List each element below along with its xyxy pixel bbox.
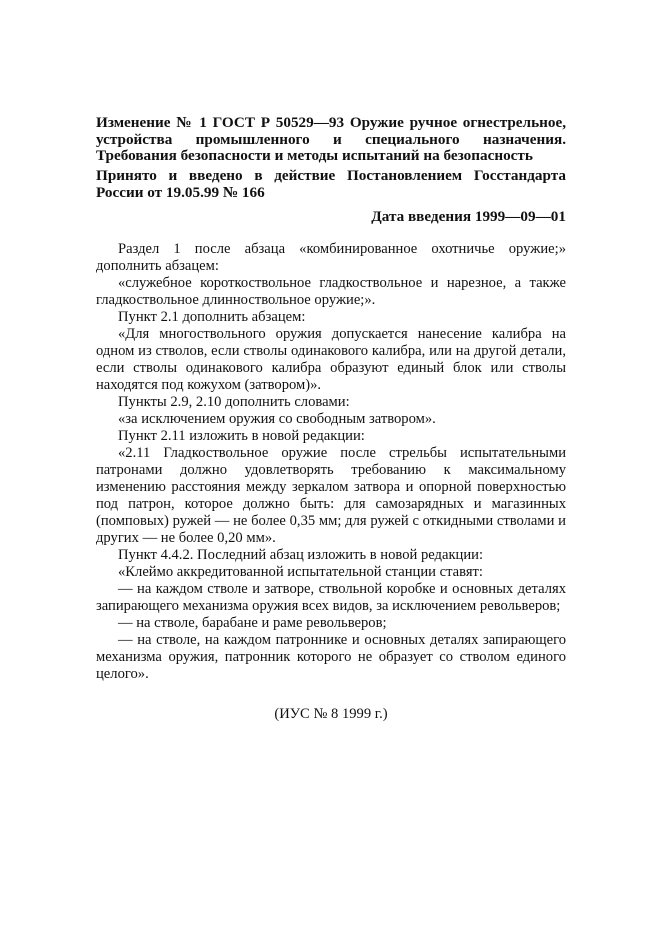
document-body bbox=[96, 241, 566, 683]
paragraph: «Клеймо аккредитованной испытательной станции ставят: bbox=[118, 563, 483, 580]
publication-source: (ИУС № 8 1999 г.) bbox=[274, 705, 388, 722]
acceptance-note: Принято и введено в действие Постановлением Госстандарта России от 19.05.99 № 166 bbox=[96, 166, 566, 201]
paragraph: Пункт 2.1 дополнить абзацем: bbox=[118, 308, 306, 325]
paragraph: «2.11 Гладкоствольное оружие после стрельбы испытательными патронами должно удовлетворять требованию к максимальному изменению расстояния между зеркалом затвора и опорной поверхностью под патрон, которое должно быть: для самозарядных и магазинных (помповых) ружей — не более 0,35 мм; для ружей с откидными стволами и других — не более 0,20 мм». bbox=[96, 444, 566, 546]
paragraph: Пункт 4.4.2. Последний абзац изложить в новой редакции: bbox=[118, 546, 484, 563]
paragraph: Раздел 1 после абзаца «комбинированное охотничье оружие;» дополнить абзацем: bbox=[96, 240, 566, 274]
document-title: Изменение № 1 ГОСТ Р 50529—93 Оружие ручное огнестрельное, устройства промышленного и специального назначения. Требования безопасности и методы испытаний на безопасность bbox=[96, 114, 566, 165]
paragraph: Пункт 2.11 изложить в новой редакции: bbox=[118, 427, 365, 444]
paragraph: «за исключением оружия со свободным затвором». bbox=[118, 410, 436, 427]
paragraph: «служебное короткоствольное гладкоствольное и нарезное, а также гладкоствольное длинноствольное оружие;». bbox=[96, 274, 566, 308]
document-page bbox=[96, 115, 566, 723]
paragraph: — на каждом стволе и затворе, ствольной коробке и основных деталях запирающего механизма оружия всех видов, за исключением револьверов; bbox=[96, 580, 566, 614]
paragraph: — на стволе, барабане и раме револьверов; bbox=[118, 614, 387, 631]
paragraph: Пункты 2.9, 2.10 дополнить словами: bbox=[118, 393, 350, 410]
paragraph: — на стволе, на каждом патроннике и основных деталях запирающего механизма оружия, патронник которого не образует со стволом единого целого». bbox=[96, 631, 566, 682]
effective-date: Дата введения 1999—09—01 bbox=[371, 207, 566, 225]
paragraph: «Для многоствольного оружия допускается нанесение калибра на одном из стволов, если стволы одинакового калибра, или на другой детали, если стволы одинакового калибра образуют единый блок или стволы находятся под кожухом (затвором)». bbox=[96, 325, 566, 393]
